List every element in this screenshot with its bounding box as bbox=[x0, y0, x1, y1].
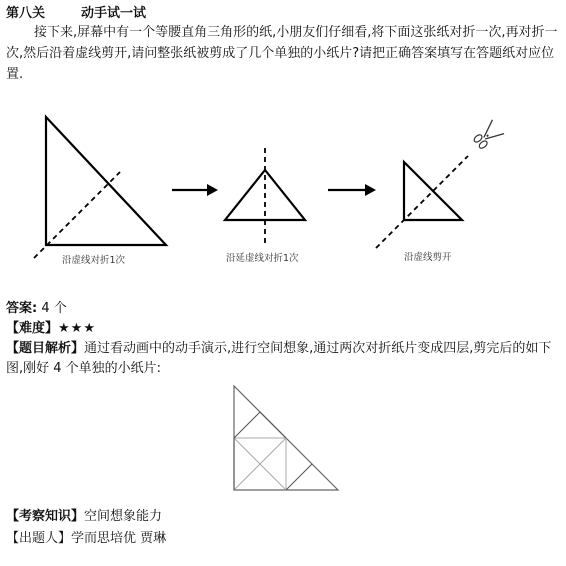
cut-line-step3 bbox=[376, 156, 468, 248]
knowledge-text: 空间想象能力 bbox=[84, 509, 163, 524]
problem-text: 接下来,屏幕中有一个等腰直角三角形的纸,小朋友们仔细看,将下面这张纸对折一次,再对折一次,然后沿着虚线剪开,请问整张纸被剪成了几个单独的小纸片?请把正确答案填写在答题纸对应位置. bbox=[6, 25, 558, 82]
author-label: 【出题人】 bbox=[6, 531, 72, 546]
author-line bbox=[6, 527, 166, 546]
knowledge-line bbox=[6, 505, 162, 524]
analysis-label: 【题目解析】 bbox=[6, 341, 85, 356]
analysis-text: 通过看动画中的动手演示,进行空间想象,通过两次对折纸片变成四层,剪完后的如下图,刚好 4 个单独的小纸片: bbox=[6, 341, 552, 376]
result-figure bbox=[222, 382, 342, 494]
triangle-step1 bbox=[46, 117, 166, 245]
arrow-right-icon bbox=[172, 184, 218, 196]
scissors-icon bbox=[471, 120, 504, 151]
answer-line bbox=[6, 297, 67, 316]
knowledge-label: 【考察知识】 bbox=[6, 509, 85, 524]
caption-step1: 沿虚线对折1次 bbox=[62, 255, 126, 266]
answer-value: 4 个 bbox=[41, 301, 67, 316]
folding-figure bbox=[0, 100, 566, 290]
arrow-right-icon bbox=[328, 184, 376, 196]
difficulty-line bbox=[6, 317, 96, 336]
title-label: 动手试一试 bbox=[81, 6, 147, 21]
author-text: 学而思培优 贾琳 bbox=[71, 531, 167, 546]
caption-step2: 沿延虚线对折1次 bbox=[226, 253, 299, 264]
analysis-block bbox=[6, 339, 560, 379]
difficulty-stars: ★★★ bbox=[58, 321, 96, 336]
caption-step3: 沿虚线剪开 bbox=[404, 252, 452, 263]
difficulty-label: 【难度】 bbox=[6, 321, 59, 336]
level-label: 第八关 bbox=[6, 6, 46, 21]
answer-label: 答案: bbox=[6, 301, 38, 316]
page-title bbox=[6, 2, 146, 21]
